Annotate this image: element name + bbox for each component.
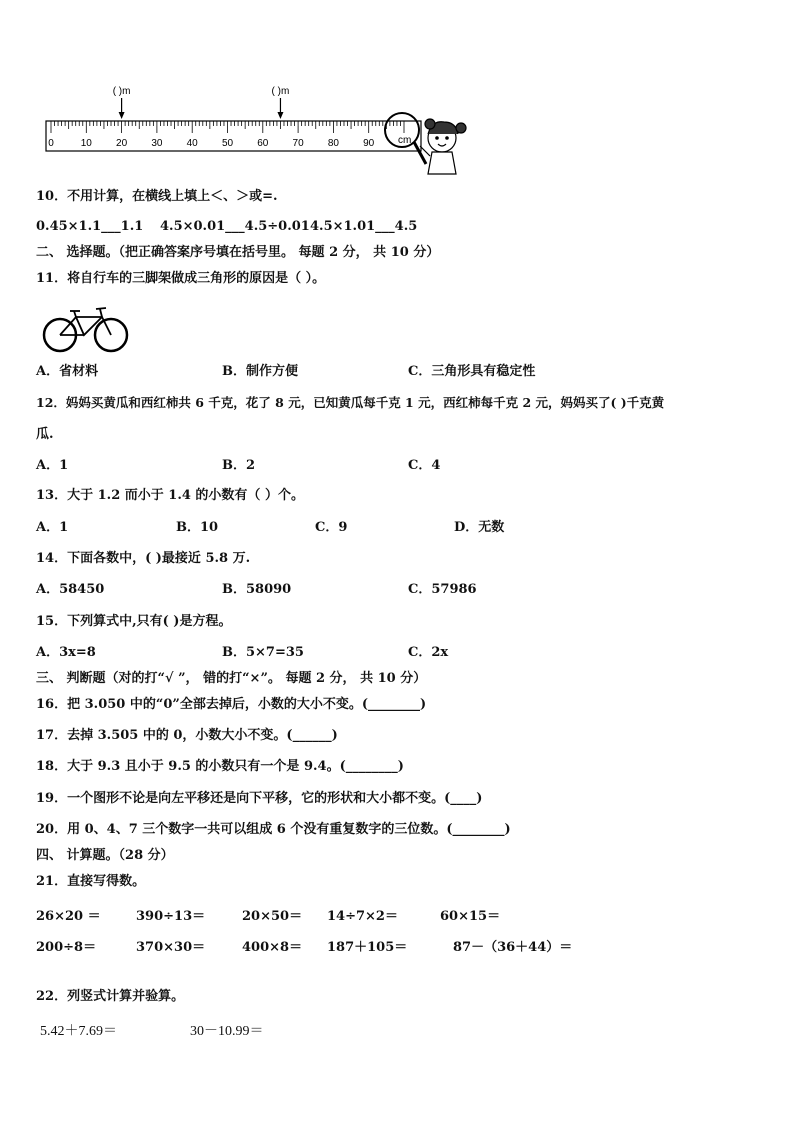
q21-r1-c1: 26×20 ＝ (36, 909, 101, 924)
q12-option-c[interactable]: C．4 (408, 458, 441, 473)
ruler-label: 90 (363, 138, 375, 149)
q13-option-d[interactable]: D．无数 (454, 520, 505, 535)
ruler-marker-arrowhead (119, 112, 125, 119)
q11-stem: 11．将自行车的三脚架做成三角形的原因是（ ）。 (36, 271, 326, 286)
q21-r2-c4: 187＋105＝ (327, 940, 408, 955)
q10-stem: 10．不用计算，在横线上填上＜、＞或=. (36, 189, 278, 204)
q21-r1-c2: 390÷13＝ (136, 909, 206, 924)
ruler-label: 40 (186, 138, 198, 149)
ruler-label: 50 (221, 138, 234, 149)
ruler-label: 70 (292, 138, 304, 149)
ruler-marker-label: ( )m (271, 86, 290, 97)
q20-statement: 20．用 0、4、7 三个数字一共可以组成 6 个没有重复数字的三位数。(________) (36, 822, 511, 837)
ruler-svg (40, 78, 480, 178)
ruler-label: 10 (80, 138, 92, 149)
ruler-label: 60 (257, 138, 269, 149)
q21-r1-c5: 60×15＝ (440, 909, 501, 924)
q19-statement: 19．一个图形不论是向左平移还是向下平移，它的形状和大小都不变。(____) (36, 791, 483, 806)
q21-r1-c4: 14÷7×2＝ (327, 909, 398, 924)
ruler-label: 80 (327, 138, 339, 149)
q21-r1-c3: 20×50＝ (242, 909, 303, 924)
ruler-marker-arrowhead (277, 112, 283, 119)
q14-stem: 14．下面各数中，( )最接近 5.8 万. (36, 551, 251, 566)
bicycle-image (40, 305, 132, 355)
q16-statement: 16．把 3.050 中的“0”全部去掉后，小数的大小不变。(________) (36, 697, 427, 712)
q12-option-a[interactable]: A．1 (36, 458, 69, 473)
q22-stem: 22．列竖式计算并验算。 (36, 989, 185, 1004)
q21-r2-c1: 200÷8＝ (36, 940, 97, 955)
q10-item-3: 4.5×1.01___4.5 (310, 219, 418, 234)
q15-option-c[interactable]: C．2x (408, 645, 449, 660)
ruler-label: 30 (151, 138, 163, 149)
q14-option-c[interactable]: C．57986 (408, 582, 477, 597)
q13-option-b[interactable]: B．10 (176, 520, 219, 535)
q13-option-c[interactable]: C．9 (315, 520, 348, 535)
q21-r2-c5: 87－（36＋44）＝ (453, 940, 573, 955)
section-4-heading: 四、 计算题。（28 分） (36, 848, 174, 863)
q10-item-1: 0.45×1.1___1.1 (36, 219, 144, 234)
section-3-heading: 三、 判断题（对的打“√ ”， 错的打“×”。 每题 2 分， 共 10 分） (36, 671, 427, 686)
girl-cartoon-icon (420, 119, 466, 174)
ruler-figure (40, 78, 480, 178)
ruler-label: 0 (48, 138, 54, 149)
q21-stem: 21．直接写得数。 (36, 874, 146, 889)
section-2-heading: 二、 选择题。（把正确答案序号填在括号里。 每题 2 分， 共 10 分） (36, 245, 440, 260)
q17-statement: 17．去掉 3.505 中的 0，小数大小不变。(______) (36, 728, 338, 743)
bicycle-icon (40, 305, 132, 355)
q14-option-b[interactable]: B．58090 (222, 582, 292, 597)
q14-option-a[interactable]: A．58450 (36, 582, 105, 597)
ruler-unit: cm (398, 135, 412, 146)
q22-item-2: 30－10.99＝ (190, 1024, 264, 1039)
q13-stem: 13．大于 1.2 而小于 1.4 的小数有（ ）个。 (36, 488, 304, 503)
q13-option-a[interactable]: A．1 (36, 520, 69, 535)
ruler-marker-label: ( )m (112, 86, 131, 97)
q12-stem-line1: 12．妈妈买黄瓜和西红柿共 6 千克，花了 8 元，已知黄瓜每千克 1 元，西红柿每千克 2 元，妈妈买了( )千克黄 (36, 395, 665, 410)
q15-option-b[interactable]: B．5×7=35 (222, 645, 304, 660)
q12-stem-line2: 瓜. (36, 427, 54, 442)
q12-option-b[interactable]: B．2 (222, 458, 256, 473)
q15-stem: 15．下列算式中,只有( )是方程。 (36, 614, 232, 629)
q11-option-c[interactable]: C．三角形具有稳定性 (408, 364, 536, 379)
q22-item-1: 5.42＋7.69＝ (40, 1024, 117, 1039)
ruler-label: 20 (116, 138, 128, 149)
q10-item-2: 4.5×0.01___4.5÷0.01 (160, 219, 310, 234)
q15-option-a[interactable]: A．3x=8 (36, 645, 96, 660)
q21-r2-c3: 400×8＝ (242, 940, 303, 955)
q11-option-a[interactable]: A．省材料 (36, 364, 99, 379)
q11-option-b[interactable]: B．制作方便 (222, 364, 298, 379)
q18-statement: 18．大于 9.3 且小于 9.5 的小数只有一个是 9.4。(________) (36, 759, 404, 774)
q21-r2-c2: 370×30＝ (136, 940, 206, 955)
